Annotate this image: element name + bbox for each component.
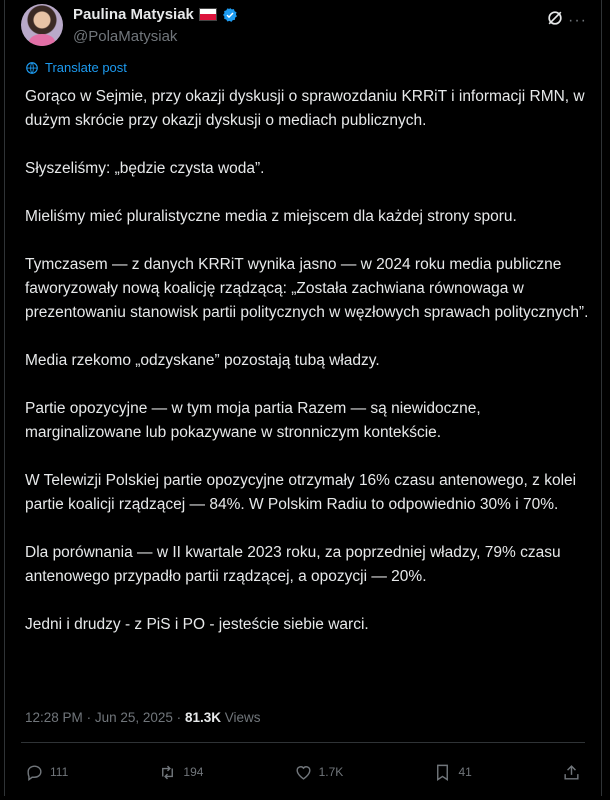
post-paragraph: Tymczasem — z danych KRRiT wynika jasno — w 2024 roku media publiczne faworyzowały nową koalicję rządzącą: „Została zachwiana równowaga w prezentowaniu stanowisk partii politycznych w węzłowych sprawach politycznych”.: [25, 256, 589, 321]
meta-separator: ·: [176, 710, 182, 725]
poland-flag-icon: [199, 8, 217, 21]
views-label: Views: [224, 710, 261, 725]
divider: [21, 742, 585, 743]
post-meta: [25, 710, 261, 725]
post-time[interactable]: 12:28 PM: [25, 710, 83, 725]
post-header: [21, 4, 585, 48]
verified-badge-icon: [222, 7, 238, 23]
post-container: [4, 0, 602, 796]
views-count: 81.3K: [184, 710, 221, 725]
reply-count: 111: [50, 765, 69, 779]
action-bar: [25, 760, 581, 784]
more-options-icon[interactable]: ···: [568, 12, 587, 29]
post-date[interactable]: Jun 25, 2025: [94, 710, 173, 725]
repost-icon: [158, 763, 177, 782]
post-paragraph: Media rzekomo „odzyskane” pozostają tubą władzy.: [25, 352, 380, 369]
reply-button[interactable]: [25, 763, 68, 782]
translate-post-link[interactable]: [25, 60, 127, 75]
share-button[interactable]: [562, 763, 581, 782]
translate-label: Translate post: [45, 60, 127, 75]
repost-button[interactable]: [158, 763, 203, 782]
like-count: 1.7K: [318, 765, 344, 779]
like-button[interactable]: [294, 763, 344, 782]
post-paragraph: W Telewizji Polskiej partie opozycyjne otrzymały 16% czasu antenowego, z kolei partie koalicji rządzącej — 84%. W Polskim Radiu to odpowiednio 30% i 70%.: [25, 472, 577, 513]
author-name-row: [73, 6, 238, 23]
reply-icon: [25, 763, 44, 782]
post-paragraph: Jedni i drudzy - z PiS i PO - jesteście siebie warci.: [25, 616, 369, 633]
author-handle[interactable]: @PolaMatysiak: [73, 28, 178, 45]
post-paragraph: Partie opozycyjne — w tym moja partia Razem — są niewidoczne, marginalizowane lub pokazywane w stronniczym kontekście.: [25, 400, 481, 441]
translate-icon: [25, 61, 39, 75]
bookmark-icon: [433, 763, 452, 782]
share-icon: [562, 763, 581, 782]
avatar[interactable]: [21, 4, 63, 46]
post-paragraph: Mieliśmy mieć pluralistyczne media z miejscem dla każdej strony sporu.: [25, 208, 517, 225]
post-body: [25, 85, 595, 661]
repost-count: 194: [183, 765, 204, 779]
post-paragraph: Dla porównania — w II kwartale 2023 roku, za poprzedniej władzy, 79% czasu antenowego przypadło partii rządzącej, a opozycji — 20%.: [25, 544, 561, 585]
grok-icon[interactable]: [545, 8, 565, 28]
bookmark-count: 41: [458, 765, 472, 779]
post-paragraph: Gorąco w Sejmie, przy okazji dyskusji o sprawozdaniu KRRiT i informacji RMN, w dużym skrócie przy okazji dyskusji o mediach publicznych.: [25, 88, 585, 129]
meta-separator: ·: [86, 710, 92, 725]
heart-icon: [294, 763, 313, 782]
post-paragraph: Słyszeliśmy: „będzie czysta woda”.: [25, 160, 265, 177]
bookmark-button[interactable]: [433, 763, 471, 782]
author-name[interactable]: Paulina Matysiak: [73, 6, 194, 23]
